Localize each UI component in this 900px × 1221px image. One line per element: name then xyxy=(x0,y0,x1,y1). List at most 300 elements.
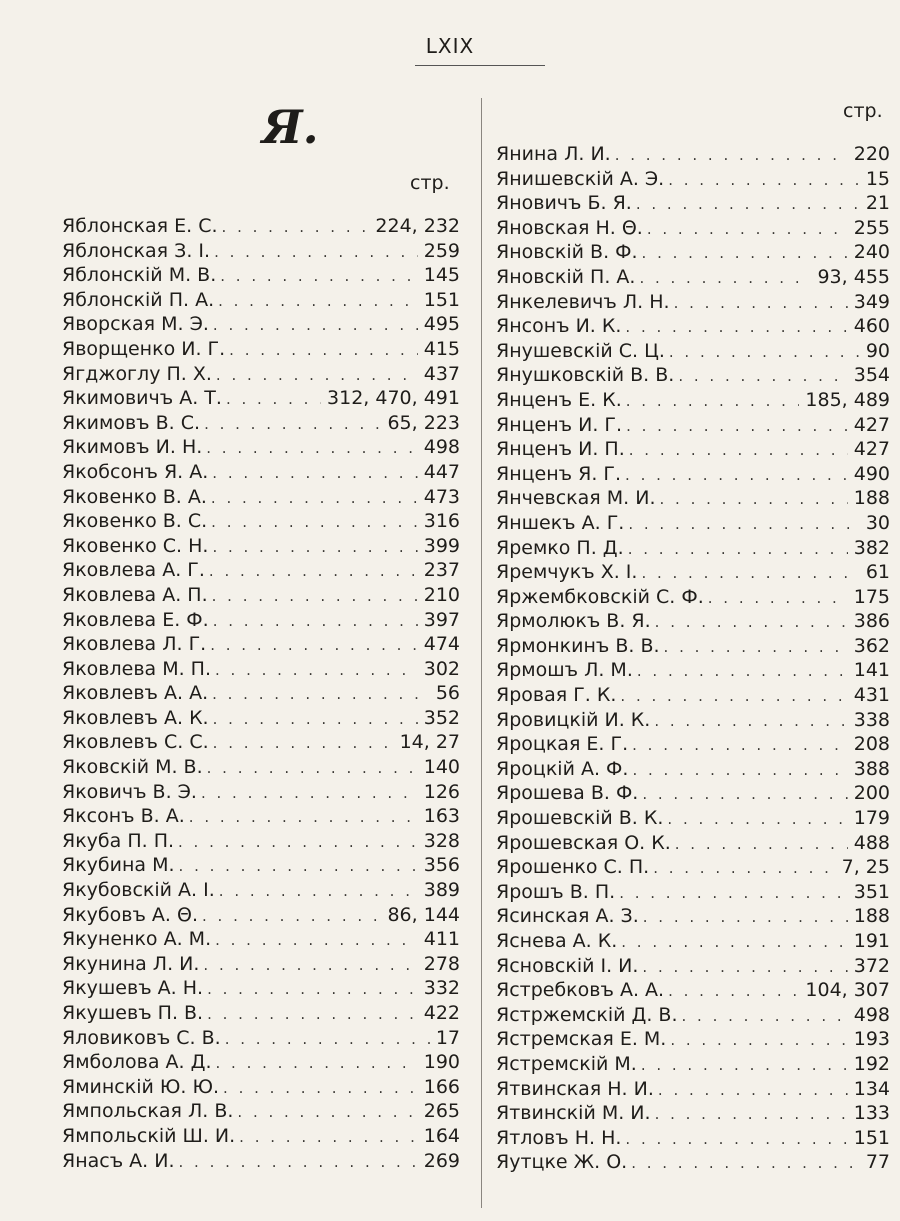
index-entry xyxy=(496,659,890,684)
index-entry xyxy=(62,461,460,486)
entry-pages: 278 xyxy=(423,952,460,975)
entry-name: Якубовъ А. Θ. xyxy=(62,903,198,926)
index-entry xyxy=(62,805,460,830)
entry-name: Яновичъ Б. Я. xyxy=(496,192,632,215)
leader-dots xyxy=(643,220,848,238)
leader-dots xyxy=(664,171,860,189)
index-entry xyxy=(62,953,460,978)
entry-name: Якобсонъ Я. А. xyxy=(62,460,209,483)
entry-pages: 399 xyxy=(423,534,460,557)
entry-pages: 179 xyxy=(853,807,890,830)
leader-dots xyxy=(633,662,848,680)
index-entry xyxy=(62,928,460,953)
leader-dots xyxy=(202,439,417,457)
leader-dots xyxy=(625,441,848,459)
index-entry xyxy=(62,1027,460,1052)
entry-pages: 437 xyxy=(423,362,460,385)
entry-name: Ятвинскій М. И. xyxy=(496,1102,651,1125)
leader-dots xyxy=(639,908,848,926)
leader-dots xyxy=(635,269,811,287)
entry-pages: 220 xyxy=(853,143,890,165)
leader-dots xyxy=(215,882,418,900)
entry-pages: 163 xyxy=(423,805,460,828)
entry-name: Ямпольскій Ш. И. xyxy=(62,1124,236,1147)
leader-dots xyxy=(207,513,418,531)
index-entry xyxy=(62,338,460,363)
index-entry xyxy=(62,436,460,461)
entry-name: Янкелевичъ Л. Н. xyxy=(496,290,670,313)
entry-name: Яковлевъ А. К. xyxy=(62,706,209,729)
left-column-header: стр. xyxy=(410,172,450,194)
leader-dots xyxy=(209,710,418,728)
leader-dots xyxy=(654,1081,848,1099)
entry-name: Якушевъ П. В. xyxy=(62,1002,204,1024)
entry-name: Якубовскій А. І. xyxy=(62,879,215,902)
entry-name: Яржембковскій С. Ф. xyxy=(496,585,704,608)
leader-dots xyxy=(670,294,848,312)
index-entry xyxy=(62,264,460,289)
leader-dots xyxy=(674,367,847,385)
leader-dots xyxy=(621,466,848,484)
index-entry xyxy=(62,633,460,658)
entry-pages: 134 xyxy=(853,1077,890,1100)
entry-pages: 460 xyxy=(853,315,890,338)
entry-name: Якимовъ И. Н. xyxy=(62,436,203,459)
index-entry xyxy=(496,979,890,1004)
entry-pages: 151 xyxy=(423,288,460,311)
entry-name: Ярошевскій В. К. xyxy=(496,807,664,830)
index-entry xyxy=(62,904,460,929)
entry-name: Якуненко А. М. xyxy=(62,928,212,951)
index-entry xyxy=(62,609,460,634)
entry-pages: 193 xyxy=(853,1028,890,1051)
leader-dots xyxy=(209,316,418,334)
entry-pages: 490 xyxy=(853,462,890,485)
entry-name: Яншекъ А. Г. xyxy=(496,511,625,534)
leader-dots xyxy=(638,785,847,803)
index-entry xyxy=(496,266,890,291)
entry-pages: 208 xyxy=(853,733,890,756)
entry-pages: 175 xyxy=(853,585,890,608)
index-entry xyxy=(496,684,890,709)
entry-name: Яковенко С. Н. xyxy=(62,534,209,557)
entry-pages: 498 xyxy=(423,436,460,459)
leader-dots xyxy=(200,415,381,433)
index-entry xyxy=(496,586,890,611)
entry-pages: 90 xyxy=(865,339,890,362)
leader-dots xyxy=(665,343,860,361)
entry-pages: 332 xyxy=(423,977,460,1000)
entry-pages: 316 xyxy=(423,510,460,533)
entry-pages: 93, 455 xyxy=(817,265,890,288)
index-entry xyxy=(62,658,460,683)
leader-dots xyxy=(621,1130,847,1148)
entry-name: Якуба П. П. xyxy=(62,829,175,852)
index-entry xyxy=(496,1102,890,1127)
leader-dots xyxy=(205,562,418,580)
entry-name: Ястребковъ А. А. xyxy=(496,979,665,1002)
leader-dots xyxy=(615,884,848,902)
entry-name: Якимовичъ А. Т. xyxy=(62,387,222,410)
entry-pages: 351 xyxy=(853,880,890,903)
entry-pages: 352 xyxy=(423,706,460,729)
entry-name: Ястремская Е. М. xyxy=(496,1028,667,1051)
entry-pages: 349 xyxy=(853,290,890,313)
entry-name: Ярошевская О. К. xyxy=(496,831,671,854)
index-entry xyxy=(62,977,460,1002)
index-entry xyxy=(496,168,890,193)
leader-dots xyxy=(185,808,418,826)
leader-dots xyxy=(212,1054,418,1072)
index-entry xyxy=(496,1151,890,1176)
entry-pages: 56 xyxy=(435,682,460,705)
entry-pages: 61 xyxy=(865,561,890,584)
leader-dots xyxy=(218,218,370,236)
entry-name: Янушевскій С. Ц. xyxy=(496,339,665,362)
entry-name: Ясновскій І. И. xyxy=(496,954,639,977)
entry-pages: 495 xyxy=(423,313,460,336)
index-entry xyxy=(62,1076,460,1101)
leader-dots xyxy=(622,417,848,435)
leader-dots xyxy=(206,636,418,654)
entry-pages: 474 xyxy=(423,633,460,656)
entry-pages: 185, 489 xyxy=(805,388,890,411)
entry-name: Яснева А. К. xyxy=(496,930,618,952)
leader-dots xyxy=(649,859,835,877)
index-entry xyxy=(496,512,890,537)
index-entry xyxy=(62,240,460,265)
leader-dots xyxy=(660,638,848,656)
entry-name: Яроцкая Е. Г. xyxy=(496,733,629,756)
leader-dots xyxy=(624,540,848,558)
entry-pages: 382 xyxy=(853,536,890,559)
entry-name: Яблонская Е. С. xyxy=(62,215,218,237)
entry-name: Яворская М. Э. xyxy=(62,313,209,336)
entry-pages: 362 xyxy=(853,634,890,657)
leader-dots xyxy=(211,931,418,949)
leader-dots xyxy=(678,1007,848,1025)
entry-name: Ятловъ Н. Н. xyxy=(496,1126,622,1149)
index-entry xyxy=(496,1004,890,1029)
leader-dots xyxy=(225,341,418,359)
entry-name: Яминскій Ю. Ю. xyxy=(62,1075,220,1098)
index-entry xyxy=(496,487,890,512)
entry-name: Якунина Л. И. xyxy=(62,952,200,975)
entry-name: Ямболова А. Д. xyxy=(62,1051,212,1074)
index-entry xyxy=(62,313,460,338)
entry-name: Яровая Г. К. xyxy=(496,684,617,707)
leader-dots xyxy=(222,390,321,408)
entry-pages: 312, 470, 491 xyxy=(327,387,460,410)
entry-pages: 473 xyxy=(423,485,460,508)
entry-pages: 411 xyxy=(423,928,460,951)
index-entry xyxy=(496,217,890,242)
leader-dots xyxy=(208,587,418,605)
leader-dots xyxy=(651,613,848,631)
entry-name: Ярошенко С. П. xyxy=(496,856,650,879)
entry-pages: 397 xyxy=(423,608,460,631)
leader-dots xyxy=(175,857,418,875)
leader-dots xyxy=(211,661,418,679)
index-entry xyxy=(496,1078,890,1103)
entry-pages: 191 xyxy=(853,930,890,952)
index-entry xyxy=(496,955,890,980)
index-entry xyxy=(496,291,890,316)
entry-pages: 354 xyxy=(853,364,890,387)
entry-name: Ясинская А. З. xyxy=(496,905,639,928)
leader-dots xyxy=(209,612,418,630)
index-entry xyxy=(496,389,890,414)
index-entry xyxy=(62,535,460,560)
entry-name: Ярмонкинъ В. В. xyxy=(496,634,660,657)
page-number: LXIX xyxy=(425,34,475,58)
index-entry xyxy=(496,782,890,807)
leader-dots xyxy=(235,1128,418,1146)
entry-pages: 259 xyxy=(423,239,460,262)
leader-dots xyxy=(632,195,860,213)
index-entry xyxy=(496,1028,890,1053)
entry-pages: 17 xyxy=(435,1026,460,1049)
entry-name: Яковенко В. С. xyxy=(62,510,208,533)
entry-pages: 166 xyxy=(423,1075,460,1098)
entry-pages: 265 xyxy=(423,1100,460,1123)
column-divider xyxy=(481,98,482,1208)
entry-pages: 386 xyxy=(853,610,890,633)
index-entry xyxy=(496,364,890,389)
entry-name: Яковлева А. Г. xyxy=(62,559,205,582)
leader-dots xyxy=(203,980,418,998)
index-entry xyxy=(62,584,460,609)
index-entry xyxy=(496,881,890,906)
entry-pages: 164 xyxy=(423,1124,460,1147)
index-entry xyxy=(62,1150,460,1175)
entry-pages: 338 xyxy=(853,708,890,731)
entry-name: Яковлевъ С. С. xyxy=(62,731,209,754)
leader-dots xyxy=(207,489,418,507)
entry-name: Янценъ И. Г. xyxy=(496,413,623,436)
entry-pages: 210 xyxy=(423,583,460,606)
index-entry xyxy=(496,192,890,217)
index-entry xyxy=(496,807,890,832)
entry-pages: 133 xyxy=(853,1102,890,1125)
leader-dots xyxy=(664,982,799,1000)
index-entry xyxy=(62,1125,460,1150)
index-entry xyxy=(496,758,890,783)
entry-name: Яковлева Л. Г. xyxy=(62,633,207,656)
entry-name: Якушевъ А. Н. xyxy=(62,977,204,1000)
entry-name: Ярошъ В. П. xyxy=(496,880,616,903)
index-entry xyxy=(62,510,460,535)
index-entry xyxy=(496,315,890,340)
entry-name: Яковлева А. П. xyxy=(62,583,208,606)
leader-dots xyxy=(199,956,417,974)
entry-name: Яновская Н. Θ. xyxy=(496,216,643,239)
index-entry xyxy=(62,1100,460,1125)
index-entry xyxy=(496,340,890,365)
entry-pages: 431 xyxy=(853,684,890,707)
entry-name: Яловиковъ С. В. xyxy=(62,1026,221,1049)
leader-dots xyxy=(216,267,417,285)
entry-name: Янсонъ И. К. xyxy=(496,315,622,338)
entry-pages: 498 xyxy=(853,1003,890,1026)
index-entry xyxy=(496,733,890,758)
leader-dots xyxy=(621,318,847,336)
entry-name: Яковичъ В. Э. xyxy=(62,780,197,803)
index-entry xyxy=(496,610,890,635)
entry-pages: 224, 232 xyxy=(375,215,460,237)
index-entry xyxy=(62,363,460,388)
entry-pages: 388 xyxy=(853,757,890,780)
entry-name: Яновскій В. Ф. xyxy=(496,241,638,264)
index-entry xyxy=(62,289,460,314)
leader-dots xyxy=(656,490,848,508)
entry-name: Яксонъ В. А. xyxy=(62,805,185,828)
index-entry xyxy=(62,854,460,879)
leader-dots xyxy=(233,1103,417,1121)
entry-pages: 77 xyxy=(865,1151,890,1174)
entry-pages: 7, 25 xyxy=(841,856,890,879)
right-column-header: стр. xyxy=(843,100,883,122)
index-entry xyxy=(496,905,890,930)
leader-dots xyxy=(198,907,381,925)
leader-dots xyxy=(212,366,418,384)
entry-name: Яровицкій И. К. xyxy=(496,708,651,731)
entry-pages: 192 xyxy=(853,1052,890,1075)
entry-name: Якимовъ В. С. xyxy=(62,411,201,434)
index-entry xyxy=(62,781,460,806)
leader-dots xyxy=(203,1005,418,1023)
entry-pages: 240 xyxy=(853,241,890,264)
entry-pages: 328 xyxy=(423,829,460,852)
entry-name: Яковлевъ А. А. xyxy=(62,682,209,705)
index-entry xyxy=(496,561,890,586)
index-entry xyxy=(496,143,890,168)
leader-dots xyxy=(210,243,418,261)
index-entry xyxy=(496,1053,890,1078)
entry-name: Яутцке Ж. О. xyxy=(496,1151,628,1174)
entry-pages: 188 xyxy=(853,905,890,928)
leader-dots xyxy=(671,835,848,853)
entry-name: Яковлева М. П. xyxy=(62,657,212,680)
leader-dots xyxy=(628,761,847,779)
leader-dots xyxy=(651,1105,848,1123)
leader-dots xyxy=(704,589,848,607)
entry-pages: 389 xyxy=(423,879,460,902)
entry-name: Яблонскій П. А. xyxy=(62,288,215,311)
leader-dots xyxy=(627,1154,860,1172)
entry-name: Ястржемскій Д. В. xyxy=(496,1003,678,1026)
entry-name: Янценъ Я. Г. xyxy=(496,462,622,485)
entry-pages: 422 xyxy=(423,1002,460,1024)
entry-name: Янушковскій В. В. xyxy=(496,364,675,387)
right-index-column xyxy=(496,143,890,1176)
index-entry xyxy=(496,635,890,660)
leader-dots xyxy=(622,392,800,410)
entry-pages: 145 xyxy=(423,264,460,287)
index-entry xyxy=(62,486,460,511)
entry-pages: 21 xyxy=(865,192,890,215)
entry-name: Ягджоглу П. Х. xyxy=(62,362,212,385)
entry-pages: 14, 27 xyxy=(399,731,460,754)
entry-name: Яблонскій М. В. xyxy=(62,264,217,287)
index-entry xyxy=(496,856,890,881)
index-entry xyxy=(496,438,890,463)
entry-pages: 447 xyxy=(423,460,460,483)
entry-name: Яковскій М. В. xyxy=(62,756,203,779)
entry-name: Якубина М. xyxy=(62,854,175,877)
leader-dots xyxy=(616,687,847,705)
leader-dots xyxy=(219,1079,418,1097)
entry-pages: 200 xyxy=(853,782,890,805)
entry-name: Янчевская М. И. xyxy=(496,487,656,510)
entry-name: Яремчукъ Х. І. xyxy=(496,561,638,584)
index-entry xyxy=(496,709,890,734)
index-entry xyxy=(62,756,460,781)
index-entry xyxy=(496,241,890,266)
leader-dots xyxy=(637,1056,848,1074)
entry-name: Яворщенко И. Г. xyxy=(62,337,226,360)
index-entry xyxy=(62,412,460,437)
index-entry xyxy=(496,463,890,488)
entry-pages: 86, 144 xyxy=(387,903,460,926)
entry-name: Янишевскій А. Э. xyxy=(496,167,665,190)
entry-pages: 126 xyxy=(423,780,460,803)
entry-pages: 141 xyxy=(853,659,890,682)
entry-name: Яковлева Е. Ф. xyxy=(62,608,209,631)
index-entry xyxy=(62,559,460,584)
index-entry xyxy=(62,731,460,756)
entry-pages: 488 xyxy=(853,831,890,854)
entry-pages: 65, 223 xyxy=(387,411,460,434)
entry-name: Ятвинская Н. И. xyxy=(496,1077,654,1100)
leader-dots xyxy=(624,515,859,533)
entry-name: Яновскій П. А. xyxy=(496,265,636,288)
entry-name: Янценъ Е. К. xyxy=(496,388,622,411)
leader-dots xyxy=(611,146,848,164)
leader-dots xyxy=(203,759,418,777)
entry-name: Ястремскій М. xyxy=(496,1052,637,1075)
leader-dots xyxy=(666,1031,847,1049)
entry-pages: 188 xyxy=(853,487,890,510)
entry-name: Яковенко В. А. xyxy=(62,485,207,508)
leader-dots xyxy=(209,734,394,752)
entry-pages: 140 xyxy=(423,756,460,779)
entry-pages: 190 xyxy=(423,1051,460,1074)
entry-name: Яблонская З. І. xyxy=(62,239,211,262)
leader-dots xyxy=(214,292,418,310)
leader-dots xyxy=(663,810,847,828)
entry-pages: 302 xyxy=(423,657,460,680)
leader-dots xyxy=(197,784,418,802)
index-entry xyxy=(62,830,460,855)
leader-dots xyxy=(208,685,430,703)
leader-dots xyxy=(617,933,847,951)
section-letter: Я. xyxy=(262,100,319,154)
entry-name: Яроцкій А. Ф. xyxy=(496,757,629,780)
entry-pages: 15 xyxy=(865,167,890,190)
leader-dots xyxy=(208,464,417,482)
entry-pages: 255 xyxy=(853,216,890,239)
entry-pages: 356 xyxy=(423,854,460,877)
leader-dots xyxy=(175,1153,418,1171)
index-entry xyxy=(496,930,890,955)
index-entry xyxy=(496,832,890,857)
index-entry xyxy=(62,1051,460,1076)
leader-dots xyxy=(628,736,848,754)
header-rule xyxy=(415,65,545,66)
entry-pages: 104, 307 xyxy=(805,979,890,1002)
entry-pages: 151 xyxy=(853,1126,890,1149)
